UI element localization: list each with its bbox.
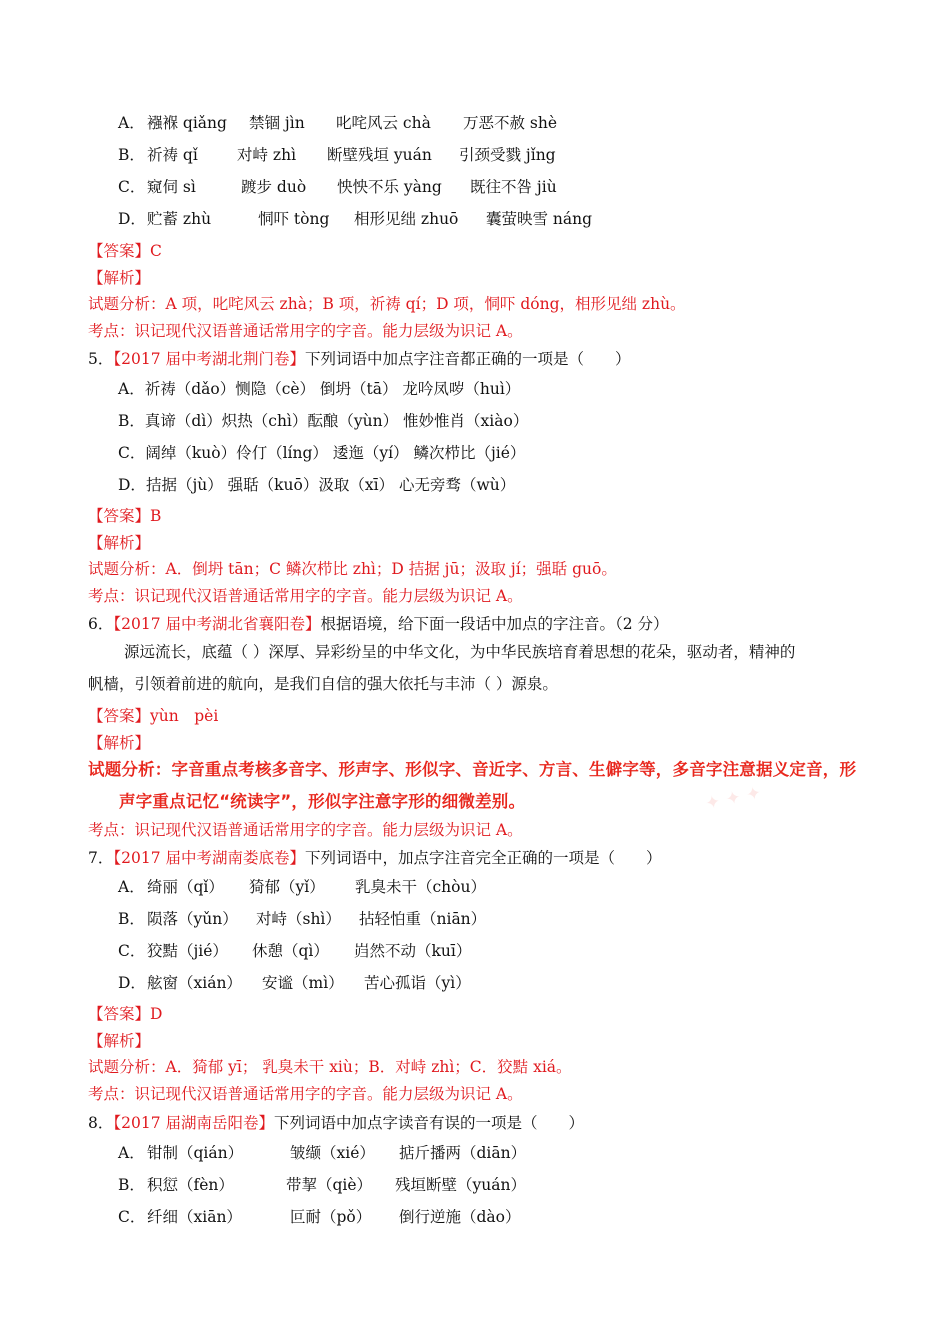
q4-option-d-item: 恫吓 tòng xyxy=(258,210,330,228)
q7-question: 下列词语中，加点字注音完全正确的一项是（ ） xyxy=(305,849,662,867)
q5-number: 5． xyxy=(88,350,114,368)
q4-option-c-item: 踱步 duò xyxy=(241,178,307,196)
q8-option-b-item: 积愆（fèn） xyxy=(147,1176,234,1194)
q6-passage-line-1: 源远流长，底蕴（ ）深厚、异彩纷呈的中华文化，为中华民族培育着思想的花朵，驱动者，精神的 xyxy=(124,643,796,661)
q4-option-d-letter: D． xyxy=(118,210,146,228)
q7-option-c-item: 狡黠（jié） xyxy=(147,942,228,960)
q6-passage-line-2: 帆樯，引领着前进的航向，是我们自信的强大依托与丰沛（ ）源泉。 xyxy=(88,675,558,693)
q6-analysis-heading: 【解析】 xyxy=(88,734,151,752)
watermark-icon: ✦ ✦ ✦ xyxy=(703,782,764,815)
option-text: 祈祷（dǎo）恻隐（cè） 倒坍（tā） 龙吟凤哕（huì） xyxy=(144,380,521,398)
q6-analysis-line-1: 试题分析：字音重点考核多音字、形声字、形似字、音近字、方言、生僻字等，多音字注意据义定音，形 xyxy=(88,760,857,779)
q5-option-b xyxy=(118,410,528,432)
q6-kaodian: 考点：识记现代汉语普通话常用字的字音。能力层级为识记 A。 xyxy=(88,821,523,839)
q4-analysis: 试题分析：A 项，叱咤风云 zhà；B 项，祈祷 qí；D 项，恫吓 dóng，相形见绌 zhù。 xyxy=(88,295,686,313)
q4-option-c-item: 既往不咎 jiù xyxy=(470,178,557,196)
q4-option-a-item: 襁褓 qiǎng xyxy=(147,114,227,132)
q7-kaodian: 考点：识记现代汉语普通话常用字的字音。能力层级为识记 A。 xyxy=(88,1085,523,1103)
q4-option-b-letter: B． xyxy=(118,146,145,164)
q8-source: 【2017 届湖南岳阳卷】 xyxy=(113,1114,274,1132)
q4-option-a-item: 叱咤风云 chà xyxy=(336,114,431,132)
q4-option-a-item: 万恶不赦 shè xyxy=(463,114,558,132)
q7-option-b-item: 对峙（shì） xyxy=(256,910,341,928)
q7-option-d-letter: D． xyxy=(118,974,146,992)
q7-option-c-item: 岿然不动（kuī） xyxy=(354,942,472,960)
q7-stem xyxy=(88,847,662,869)
q7-option-b-letter: B． xyxy=(118,910,145,928)
q7-number: 7． xyxy=(88,849,114,867)
q6-analysis-line-2: 声字重点记忆“统读字”，形似字注意字形的细微差别。 xyxy=(119,792,526,811)
q4-option-c-letter: C． xyxy=(118,178,146,196)
q4-option-b-item: 祈祷 qǐ xyxy=(147,146,198,164)
q7-option-a-letter: A． xyxy=(118,878,145,896)
q7-analysis: 试题分析：A．猗郁 yī； 乳臭未干 xiù；B．对峙 zhì；C．狡黠 xiá。 xyxy=(88,1058,572,1076)
q4-option-a-letter: A． xyxy=(118,114,145,132)
q8-question: 下列词语中加点字读音有误的一项是（ ） xyxy=(274,1114,585,1132)
q8-option-c-item: 倒行逆施（dào） xyxy=(399,1208,521,1226)
q4-option-a-item: 禁锢 jìn xyxy=(249,114,305,132)
option-text: 拮据（jù） 强聒（kuō）汲取（xī） 心无旁骛（wù） xyxy=(145,476,516,494)
q6-source: 【2017 届中考湖北省襄阳卷】 xyxy=(113,615,321,633)
q6-stem xyxy=(88,613,669,635)
option-letter: B． xyxy=(118,412,145,430)
q7-source: 【2017 届中考湖南娄底卷】 xyxy=(113,849,305,867)
option-text: 真谛（dì）炽热（chì）酝酿（yùn） 惟妙惟肖（xiào） xyxy=(144,412,529,430)
q8-option-c-item: 纤细（xiān） xyxy=(147,1208,242,1226)
q7-option-b-item: 拈轻怕重（niān） xyxy=(359,910,487,928)
q4-option-b-item: 断壁残垣 yuán xyxy=(327,146,432,164)
q4-option-c-item: 怏怏不乐 yàng xyxy=(337,178,442,196)
q7-option-a-item: 绮丽（qǐ） xyxy=(147,878,224,896)
q8-option-c-item: 叵耐（pǒ） xyxy=(290,1208,372,1226)
q7-answer: 【答案】D xyxy=(88,1005,163,1023)
q5-kaodian: 考点：识记现代汉语普通话常用字的字音。能力层级为识记 A。 xyxy=(88,587,523,605)
q8-option-a-item: 掂斤播两（diān） xyxy=(399,1144,527,1162)
q7-analysis-heading: 【解析】 xyxy=(88,1032,151,1050)
q4-kaodian: 考点：识记现代汉语普通话常用字的字音。能力层级为识记 A。 xyxy=(88,322,523,340)
q7-option-a-item: 乳臭未干（chòu） xyxy=(355,878,486,896)
q5-option-d xyxy=(118,474,515,496)
q7-option-d-item: 舷窗（xián） xyxy=(147,974,242,992)
q8-option-a-item: 皱缬（xié） xyxy=(290,1144,375,1162)
q8-option-a-item: 钳制（qián） xyxy=(147,1144,244,1162)
q8-number: 8． xyxy=(88,1114,114,1132)
q7-option-c-letter: C． xyxy=(118,942,146,960)
q4-option-b-item: 对峙 zhì xyxy=(237,146,297,164)
q5-option-c xyxy=(118,442,525,464)
q5-source: 【2017 届中考湖北荆门卷】 xyxy=(113,350,305,368)
q4-answer: 【答案】C xyxy=(88,242,162,260)
q5-analysis-heading: 【解析】 xyxy=(88,534,151,552)
q4-option-b-item: 引颈受戮 jǐng xyxy=(459,146,556,164)
q5-answer: 【答案】B xyxy=(88,507,162,525)
q7-option-d-item: 苦心孤诣（yì） xyxy=(364,974,471,992)
q6-number: 6． xyxy=(88,615,114,633)
q5-question: 下列词语中加点字注音都正确的一项是（ ） xyxy=(305,350,631,368)
q4-option-d-item: 相形见绌 zhuō xyxy=(354,210,459,228)
q8-option-b-item: 残垣断壁（yuán） xyxy=(395,1176,526,1194)
q5-option-a xyxy=(118,378,520,400)
q4-option-d-item: 贮蓄 zhù xyxy=(147,210,212,228)
option-letter: C． xyxy=(118,444,146,462)
option-text: 阔绰（kuò）伶仃（líng） 逶迤（yí） 鳞次栉比（jié） xyxy=(145,444,526,462)
q5-analysis: 试题分析：A．倒坍 tān；C 鳞次栉比 zhì；D 拮据 jū；汲取 jí；强聒 guō。 xyxy=(88,560,617,578)
option-letter: A． xyxy=(118,380,145,398)
q6-answer: 【答案】yùn pèi xyxy=(88,707,219,725)
option-letter: D． xyxy=(118,476,146,494)
q8-option-c-letter: C． xyxy=(118,1208,146,1226)
q7-option-b-item: 陨落（yǔn） xyxy=(147,910,238,928)
q7-option-a-item: 猗郁（yǐ） xyxy=(249,878,325,896)
q4-option-d-item: 囊萤映雪 náng xyxy=(486,210,593,228)
q8-option-b-item: 带挈（qiè） xyxy=(286,1176,373,1194)
q8-option-b-letter: B． xyxy=(118,1176,145,1194)
q6-question: 根据语境，给下面一段话中加点的字注音。（2 分） xyxy=(320,615,669,633)
q8-stem xyxy=(88,1112,584,1134)
q7-option-d-item: 安谧（mì） xyxy=(262,974,344,992)
q4-option-c-item: 窥伺 sì xyxy=(147,178,196,196)
q8-option-a-letter: A． xyxy=(118,1144,145,1162)
q4-analysis-heading: 【解析】 xyxy=(88,269,151,287)
q7-option-c-item: 休憩（qì） xyxy=(252,942,329,960)
q5-stem xyxy=(88,348,631,370)
